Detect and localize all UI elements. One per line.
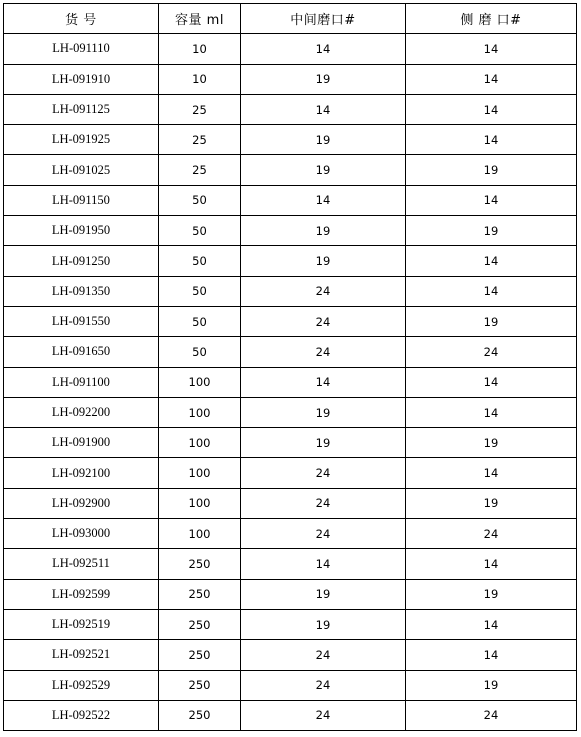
side-joint-cell: 24 (406, 519, 577, 549)
table-row (4, 64, 577, 94)
table-row (4, 246, 577, 276)
side-joint-cell: 14 (406, 34, 577, 64)
center-joint-cell: 19 (241, 609, 406, 639)
center-joint-cell: 24 (241, 306, 406, 336)
center-joint-cell: 14 (241, 94, 406, 124)
header-row (4, 4, 577, 34)
side-joint-cell: 19 (406, 670, 577, 700)
center-joint-cell: 19 (241, 246, 406, 276)
side-joint-cell: 14 (406, 367, 577, 397)
item-number-cell: LH-092511 (4, 549, 159, 579)
side-joint-cell: 24 (406, 337, 577, 367)
capacity-cell: 250 (159, 640, 241, 670)
center-joint-cell: 24 (241, 670, 406, 700)
header-center-joint: 中间磨口# (241, 4, 406, 34)
capacity-cell: 50 (159, 185, 241, 215)
capacity-cell: 50 (159, 337, 241, 367)
center-joint-cell: 24 (241, 458, 406, 488)
side-joint-cell: 14 (406, 640, 577, 670)
table-row (4, 428, 577, 458)
center-joint-cell: 14 (241, 185, 406, 215)
center-joint-cell: 19 (241, 428, 406, 458)
capacity-cell: 50 (159, 216, 241, 246)
table-row (4, 640, 577, 670)
capacity-cell: 100 (159, 488, 241, 518)
side-joint-cell: 14 (406, 458, 577, 488)
side-joint-cell: 19 (406, 579, 577, 609)
center-joint-cell: 19 (241, 216, 406, 246)
center-joint-cell: 24 (241, 640, 406, 670)
side-joint-cell: 14 (406, 276, 577, 306)
item-number-cell: LH-092519 (4, 609, 159, 639)
table-row (4, 367, 577, 397)
capacity-cell: 250 (159, 700, 241, 730)
capacity-cell: 10 (159, 64, 241, 94)
item-number-cell: LH-091250 (4, 246, 159, 276)
side-joint-cell: 19 (406, 155, 577, 185)
table-row (4, 276, 577, 306)
capacity-cell: 250 (159, 670, 241, 700)
product-spec-table (3, 3, 577, 731)
table-body (4, 34, 577, 731)
capacity-cell: 50 (159, 306, 241, 336)
table-row (4, 125, 577, 155)
table-row (4, 579, 577, 609)
item-number-cell: LH-091550 (4, 306, 159, 336)
side-joint-cell: 14 (406, 94, 577, 124)
side-joint-cell: 24 (406, 700, 577, 730)
side-joint-cell: 14 (406, 185, 577, 215)
item-number-cell: LH-092900 (4, 488, 159, 518)
center-joint-cell: 24 (241, 519, 406, 549)
item-number-cell: LH-091150 (4, 185, 159, 215)
capacity-cell: 250 (159, 579, 241, 609)
item-number-cell: LH-091100 (4, 367, 159, 397)
item-number-cell: LH-092521 (4, 640, 159, 670)
capacity-cell: 25 (159, 94, 241, 124)
item-number-cell: LH-091650 (4, 337, 159, 367)
table-row (4, 185, 577, 215)
capacity-cell: 250 (159, 549, 241, 579)
capacity-cell: 25 (159, 125, 241, 155)
item-number-cell: LH-091110 (4, 34, 159, 64)
center-joint-cell: 19 (241, 125, 406, 155)
item-number-cell: LH-091025 (4, 155, 159, 185)
item-number-cell: LH-092200 (4, 397, 159, 427)
item-number-cell: LH-091950 (4, 216, 159, 246)
table-row (4, 609, 577, 639)
center-joint-cell: 14 (241, 367, 406, 397)
side-joint-cell: 14 (406, 246, 577, 276)
table-row (4, 94, 577, 124)
item-number-cell: LH-093000 (4, 519, 159, 549)
center-joint-cell: 24 (241, 488, 406, 518)
table-row (4, 216, 577, 246)
capacity-cell: 100 (159, 458, 241, 488)
table-row (4, 670, 577, 700)
item-number-cell: LH-091900 (4, 428, 159, 458)
side-joint-cell: 14 (406, 125, 577, 155)
center-joint-cell: 19 (241, 579, 406, 609)
side-joint-cell: 19 (406, 306, 577, 336)
table-row (4, 155, 577, 185)
center-joint-cell: 24 (241, 337, 406, 367)
item-number-cell: LH-091910 (4, 64, 159, 94)
capacity-cell: 100 (159, 519, 241, 549)
capacity-cell: 100 (159, 367, 241, 397)
table-row (4, 306, 577, 336)
item-number-cell: LH-092529 (4, 670, 159, 700)
center-joint-cell: 19 (241, 397, 406, 427)
side-joint-cell: 14 (406, 549, 577, 579)
capacity-cell: 25 (159, 155, 241, 185)
center-joint-cell: 24 (241, 700, 406, 730)
header-item-number: 货 号 (4, 4, 159, 34)
table-row (4, 397, 577, 427)
side-joint-cell: 14 (406, 64, 577, 94)
table-header (4, 4, 577, 34)
center-joint-cell: 19 (241, 64, 406, 94)
item-number-cell: LH-091925 (4, 125, 159, 155)
table-row (4, 488, 577, 518)
capacity-cell: 10 (159, 34, 241, 64)
capacity-cell: 50 (159, 276, 241, 306)
item-number-cell: LH-092522 (4, 700, 159, 730)
center-joint-cell: 14 (241, 34, 406, 64)
capacity-cell: 50 (159, 246, 241, 276)
center-joint-cell: 14 (241, 549, 406, 579)
side-joint-cell: 19 (406, 428, 577, 458)
table-row (4, 519, 577, 549)
side-joint-cell: 14 (406, 397, 577, 427)
table-row (4, 337, 577, 367)
center-joint-cell: 19 (241, 155, 406, 185)
center-joint-cell: 24 (241, 276, 406, 306)
capacity-cell: 100 (159, 428, 241, 458)
header-capacity-ml: 容量 ml (159, 4, 241, 34)
capacity-cell: 100 (159, 397, 241, 427)
side-joint-cell: 19 (406, 216, 577, 246)
table-row (4, 34, 577, 64)
product-spec-table-container (3, 3, 577, 731)
item-number-cell: LH-091350 (4, 276, 159, 306)
table-row (4, 700, 577, 730)
table-row (4, 549, 577, 579)
table-row (4, 458, 577, 488)
item-number-cell: LH-092599 (4, 579, 159, 609)
side-joint-cell: 14 (406, 609, 577, 639)
item-number-cell: LH-091125 (4, 94, 159, 124)
side-joint-cell: 19 (406, 488, 577, 518)
item-number-cell: LH-092100 (4, 458, 159, 488)
capacity-cell: 250 (159, 609, 241, 639)
header-side-joint: 侧 磨 口# (406, 4, 577, 34)
